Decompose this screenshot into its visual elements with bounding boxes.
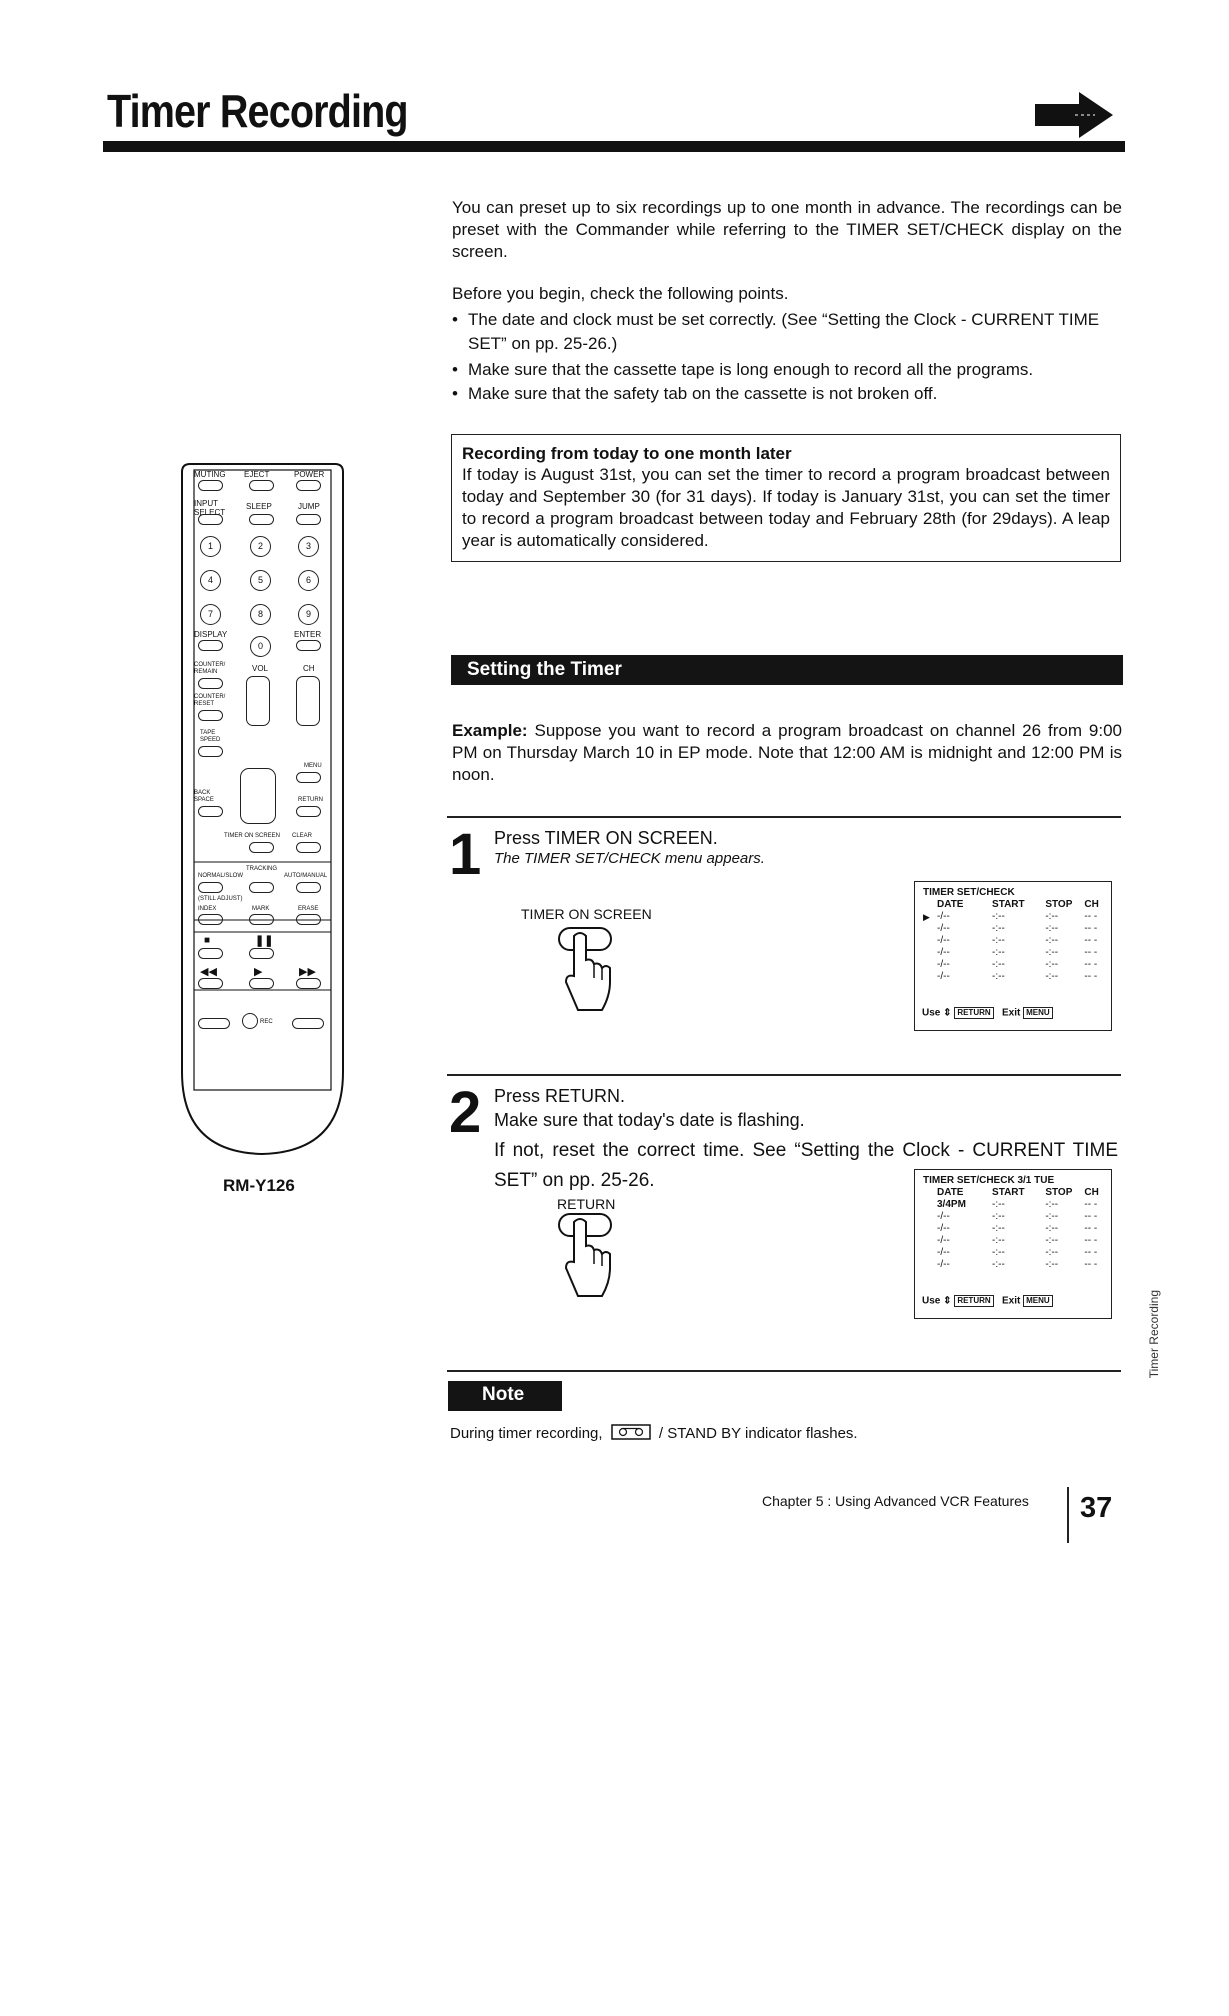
- note-text: [450, 1424, 858, 1444]
- osd-exit-label: Exit: [1002, 1296, 1021, 1307]
- step1-result: The TIMER SET/CHECK menu appears.: [494, 850, 765, 867]
- info-box: [451, 434, 1121, 562]
- menu-button[interactable]: [296, 772, 321, 783]
- osd-cell: -:--: [992, 1211, 1005, 1222]
- section-heading: Setting the Timer: [467, 659, 622, 680]
- finger-press-icon: [556, 926, 618, 1021]
- example-text: Suppose you want to record a program broadcast on channel 26 from 9:00 PM on Thursday March 10 in EP mode. Note that 12:00 AM is midnight and 12:00 PM is noon.: [452, 721, 1122, 784]
- osd-header-row: [915, 1187, 1111, 1199]
- osd-row: [915, 923, 1111, 935]
- timer-set-check-osd-date: [914, 1169, 1112, 1319]
- joystick-pad[interactable]: [240, 768, 276, 824]
- note-heading-bar: [448, 1381, 562, 1411]
- muting-button[interactable]: [198, 480, 223, 491]
- label-input-select: INPUT SELECT: [194, 499, 226, 517]
- remote-model-label: RM-Y126: [223, 1176, 295, 1195]
- note-text-before: During timer recording,: [450, 1424, 603, 1442]
- menu-key-icon: MENU: [1023, 1295, 1053, 1307]
- osd-cell: -:--: [992, 1199, 1005, 1210]
- osd-exit-label: Exit: [1002, 1008, 1021, 1019]
- fast-forward-icon: ▶▶: [299, 966, 316, 978]
- remote-control: [180, 462, 345, 1162]
- erase-button[interactable]: [296, 914, 321, 925]
- label-vol: VOL: [252, 664, 269, 673]
- side-tab: Timer Recording: [1147, 1290, 1161, 1379]
- digit-8-button[interactable]: 8: [250, 604, 271, 625]
- input-select-button[interactable]: [198, 514, 223, 525]
- osd-title: TIMER SET/CHECK 3/1 TUE: [923, 1175, 1055, 1186]
- rewind-icon: ◀◀: [200, 966, 217, 978]
- channel-rocker[interactable]: [296, 676, 320, 726]
- osd-cell: -:--: [992, 1223, 1005, 1234]
- clear-button[interactable]: [296, 842, 321, 853]
- label-mark: MARK: [252, 906, 270, 912]
- index-button[interactable]: [198, 914, 223, 925]
- osd-cell: -/--: [937, 1247, 950, 1258]
- rewind-button[interactable]: [198, 978, 223, 989]
- up-down-arrows-icon: ⇕: [943, 1008, 952, 1019]
- tracking-minus-button[interactable]: [198, 882, 223, 893]
- osd-title: TIMER SET/CHECK: [923, 887, 1015, 898]
- pause-icon: ❚❚: [255, 935, 274, 947]
- stop-button[interactable]: [198, 948, 223, 959]
- osd-cell: -:--: [1045, 1223, 1059, 1234]
- osd-cell: -:--: [992, 959, 1005, 970]
- osd-cell: -/--: [937, 959, 950, 970]
- osd-cell: -/--: [937, 911, 950, 922]
- label-menu: MENU: [304, 763, 322, 769]
- label-clear: CLEAR: [292, 833, 313, 839]
- timer-indicator-icon: [611, 1424, 651, 1444]
- tape-speed-button[interactable]: [198, 746, 223, 757]
- osd-cell: -/--: [937, 971, 950, 982]
- label-index: INDEX: [198, 906, 217, 912]
- osd-row: [915, 1223, 1111, 1235]
- digit-6-button[interactable]: 6: [298, 570, 319, 591]
- label-normal-slow: NORMAL/SLOW: [198, 873, 244, 879]
- digit-9-button[interactable]: 9: [298, 604, 319, 625]
- return-key-icon: RETURN: [954, 1295, 993, 1307]
- osd-cell: -:--: [992, 1247, 1005, 1258]
- label-eject: EJECT: [244, 470, 270, 479]
- digit-4-button[interactable]: 4: [200, 570, 221, 591]
- osd-cell: -:--: [1045, 1235, 1059, 1246]
- note-heading: Note: [482, 1384, 525, 1405]
- osd-cell: -- -: [1084, 911, 1098, 922]
- digit-0-button[interactable]: 0: [250, 636, 271, 657]
- power-button[interactable]: [296, 480, 321, 491]
- osd-cell: -/--: [937, 923, 950, 934]
- osd-cell: -- -: [1084, 1235, 1098, 1246]
- note-text-after: / STAND BY indicator flashes.: [658, 1424, 858, 1442]
- timer-on-screen-button[interactable]: [249, 842, 274, 853]
- osd-row: [915, 947, 1111, 959]
- osd-cell: -:--: [1045, 935, 1059, 946]
- osd-header-row: [915, 899, 1111, 911]
- osd-cell: -/--: [937, 1211, 950, 1222]
- osd-header: STOP: [1045, 899, 1073, 910]
- label-sleep: SLEEP: [246, 502, 272, 511]
- label-back-space: BACK SPACE: [194, 790, 214, 803]
- osd-cell: -:--: [1045, 1247, 1059, 1258]
- before-you-begin: [452, 283, 1122, 406]
- page-title: Timer Recording: [107, 85, 408, 137]
- osd-cell: -/--: [937, 1235, 950, 1246]
- osd-row: [915, 1199, 1111, 1211]
- label-timer-on-screen: TIMER ON SCREEN: [224, 833, 281, 839]
- osd-cell: -- -: [1084, 1211, 1098, 1222]
- osd-row: [915, 971, 1111, 983]
- osd-cell: -:--: [992, 947, 1005, 958]
- osd-cell: -- -: [1084, 1259, 1098, 1270]
- chapter-footer: Chapter 5 : Using Advanced VCR Features: [762, 1493, 1029, 1509]
- osd-use-label: Use: [922, 1296, 941, 1307]
- sleep-button[interactable]: [249, 514, 274, 525]
- label-auto-manual: AUTO/MANUAL: [284, 873, 328, 879]
- return-label: RETURN: [557, 1196, 616, 1212]
- stop-icon: ■: [204, 935, 211, 946]
- step2-rule: [447, 1074, 1121, 1076]
- menu-key-icon: MENU: [1023, 1007, 1053, 1019]
- osd-flashing-date: 3/4PM: [937, 1199, 966, 1210]
- counter-remain-button[interactable]: [198, 678, 223, 689]
- play-button[interactable]: [249, 978, 274, 989]
- label-muting: MUTING: [194, 470, 226, 479]
- osd-cell: -:--: [992, 1259, 1005, 1270]
- right-arrow-icon: [1035, 92, 1115, 143]
- label-ch: CH: [303, 664, 315, 673]
- osd-cell: -:--: [1045, 1259, 1059, 1270]
- step2-number: 2: [449, 1080, 482, 1145]
- label-tape-speed: TAPE SPEED: [200, 730, 221, 743]
- osd-cell: -:--: [1045, 971, 1059, 982]
- info-box-heading: Recording from today to one month later: [462, 444, 792, 463]
- info-box-text: If today is August 31st, you can set the timer to record a program broadcast between today and September 30 (for 31 days). If today is January 31st, you can set the timer to record a program broadcast between today and February 28th (for 29days). A leap year is automatically considered.: [462, 465, 1110, 550]
- osd-cell: -:--: [1045, 923, 1059, 934]
- osd-header: DATE: [937, 899, 964, 910]
- label-rec: REC: [260, 1019, 273, 1025]
- before-heading: Before you begin, check the following points.: [452, 284, 789, 303]
- osd-row: [915, 911, 1111, 923]
- rec-right-button[interactable]: [292, 1018, 324, 1029]
- osd-row: [915, 1211, 1111, 1223]
- example-label: Example:: [452, 721, 528, 740]
- osd-cell: -:--: [1045, 911, 1059, 922]
- rec-left-button[interactable]: [198, 1018, 230, 1029]
- osd-header: CH: [1084, 899, 1099, 910]
- checklist-item: • Make sure that the safety tab on the cassette is not broken off.: [452, 382, 1122, 406]
- pause-button[interactable]: [249, 948, 274, 959]
- finger-press-icon: [556, 1212, 618, 1307]
- osd-header: START: [992, 1187, 1025, 1198]
- osd-cursor: ▶: [923, 912, 930, 922]
- label-still-adjust: (STILL ADJUST): [198, 896, 243, 902]
- footer-rule: [1067, 1487, 1069, 1543]
- eject-button[interactable]: [249, 480, 274, 491]
- osd-footer: [922, 1295, 1053, 1308]
- label-enter: ENTER: [294, 630, 322, 639]
- osd-footer: [922, 1007, 1053, 1020]
- tracking-plus-button[interactable]: [249, 882, 274, 893]
- osd-cell: -- -: [1084, 935, 1098, 946]
- osd-cell: -- -: [1084, 1223, 1098, 1234]
- digit-5-button[interactable]: 5: [250, 570, 271, 591]
- label-erase: ERASE: [298, 906, 319, 912]
- step1-number: 1: [449, 822, 482, 887]
- osd-row: [915, 1247, 1111, 1259]
- mark-button[interactable]: [249, 914, 274, 925]
- digit-7-button[interactable]: 7: [200, 604, 221, 625]
- timer-set-check-osd: [914, 881, 1112, 1031]
- intro-paragraph: You can preset up to six recordings up to one month in advance. The recordings can be preset with the Commander while referring to the TIMER SET/CHECK display on the screen.: [452, 198, 1122, 261]
- osd-cell: -:--: [992, 911, 1005, 922]
- example-paragraph: [452, 720, 1122, 786]
- osd-cell: -- -: [1084, 923, 1098, 934]
- osd-row: [915, 1235, 1111, 1247]
- label-display: DISPLAY: [194, 630, 228, 639]
- jump-button[interactable]: [296, 514, 321, 525]
- timer-on-screen-label: TIMER ON SCREEN: [521, 906, 652, 922]
- digit-3-button[interactable]: 3: [298, 536, 319, 557]
- osd-cell: -- -: [1084, 959, 1098, 970]
- osd-row: [915, 1259, 1111, 1271]
- osd-cell: -- -: [1084, 947, 1098, 958]
- osd-cell: -:--: [1045, 1199, 1059, 1210]
- step2-line3: If not, reset the correct time. See “Setting the Clock - CURRENT TIME SET” on pp. 25-26.: [494, 1140, 1118, 1191]
- osd-cell: -:--: [992, 935, 1005, 946]
- label-counter-reset: COUNTER/ RESET: [194, 694, 226, 707]
- play-icon: ▶: [254, 966, 263, 978]
- label-jump: JUMP: [298, 502, 320, 511]
- page-number: 37: [1080, 1492, 1113, 1524]
- label-counter-remain: COUNTER/ REMAIN: [194, 662, 226, 675]
- label-return: RETURN: [298, 797, 323, 803]
- osd-cell: -:--: [1045, 1211, 1059, 1222]
- osd-header: STOP: [1045, 1187, 1073, 1198]
- osd-header: START: [992, 899, 1025, 910]
- osd-cell: -- -: [1084, 971, 1098, 982]
- counter-reset-button[interactable]: [198, 710, 223, 721]
- osd-use-label: Use: [922, 1008, 941, 1019]
- rec-button[interactable]: [242, 1013, 258, 1029]
- checklist-item: • The date and clock must be set correctly. (See “Setting the Clock - CURRENT TIME SET” on pp. 25-26.): [452, 308, 1122, 356]
- osd-header: CH: [1084, 1187, 1099, 1198]
- note-rule: [447, 1370, 1121, 1372]
- return-button[interactable]: [296, 806, 321, 817]
- return-key-icon: RETURN: [954, 1007, 993, 1019]
- osd-cell: -/--: [937, 935, 950, 946]
- title-rule: [103, 141, 1125, 152]
- osd-header: DATE: [937, 1187, 964, 1198]
- step2-line2: Make sure that today's date is flashing.: [494, 1110, 805, 1130]
- osd-cell: -:--: [1045, 959, 1059, 970]
- section-heading-bar: [451, 655, 1123, 685]
- label-tracking: TRACKING: [246, 866, 278, 872]
- label-power: POWER: [294, 470, 325, 479]
- up-down-arrows-icon: ⇕: [943, 1296, 952, 1307]
- enter-button[interactable]: [296, 640, 321, 651]
- auto-manual-button[interactable]: [296, 882, 321, 893]
- volume-rocker[interactable]: [246, 676, 270, 726]
- fast-forward-button[interactable]: [296, 978, 321, 989]
- digit-2-button[interactable]: 2: [250, 536, 271, 557]
- step1-instruction: Press TIMER ON SCREEN.: [494, 828, 718, 848]
- osd-cell: -:--: [992, 923, 1005, 934]
- digit-1-button[interactable]: 1: [200, 536, 221, 557]
- checklist-item: • Make sure that the cassette tape is long enough to record all the programs.: [452, 358, 1122, 382]
- back-space-button[interactable]: [198, 806, 223, 817]
- osd-cell: -- -: [1084, 1199, 1098, 1210]
- osd-cell: -:--: [1045, 947, 1059, 958]
- checklist: [452, 308, 1122, 406]
- osd-cell: -/--: [937, 1223, 950, 1234]
- osd-cell: -:--: [992, 1235, 1005, 1246]
- osd-row: [915, 959, 1111, 971]
- osd-cell: -/--: [937, 947, 950, 958]
- osd-cell: -- -: [1084, 1247, 1098, 1258]
- osd-cell: -/--: [937, 1259, 950, 1270]
- step2-instruction: Press RETURN.: [494, 1086, 626, 1106]
- osd-row: [915, 935, 1111, 947]
- display-button[interactable]: [198, 640, 223, 651]
- osd-cell: -:--: [992, 971, 1005, 982]
- step1-rule: [447, 816, 1121, 818]
